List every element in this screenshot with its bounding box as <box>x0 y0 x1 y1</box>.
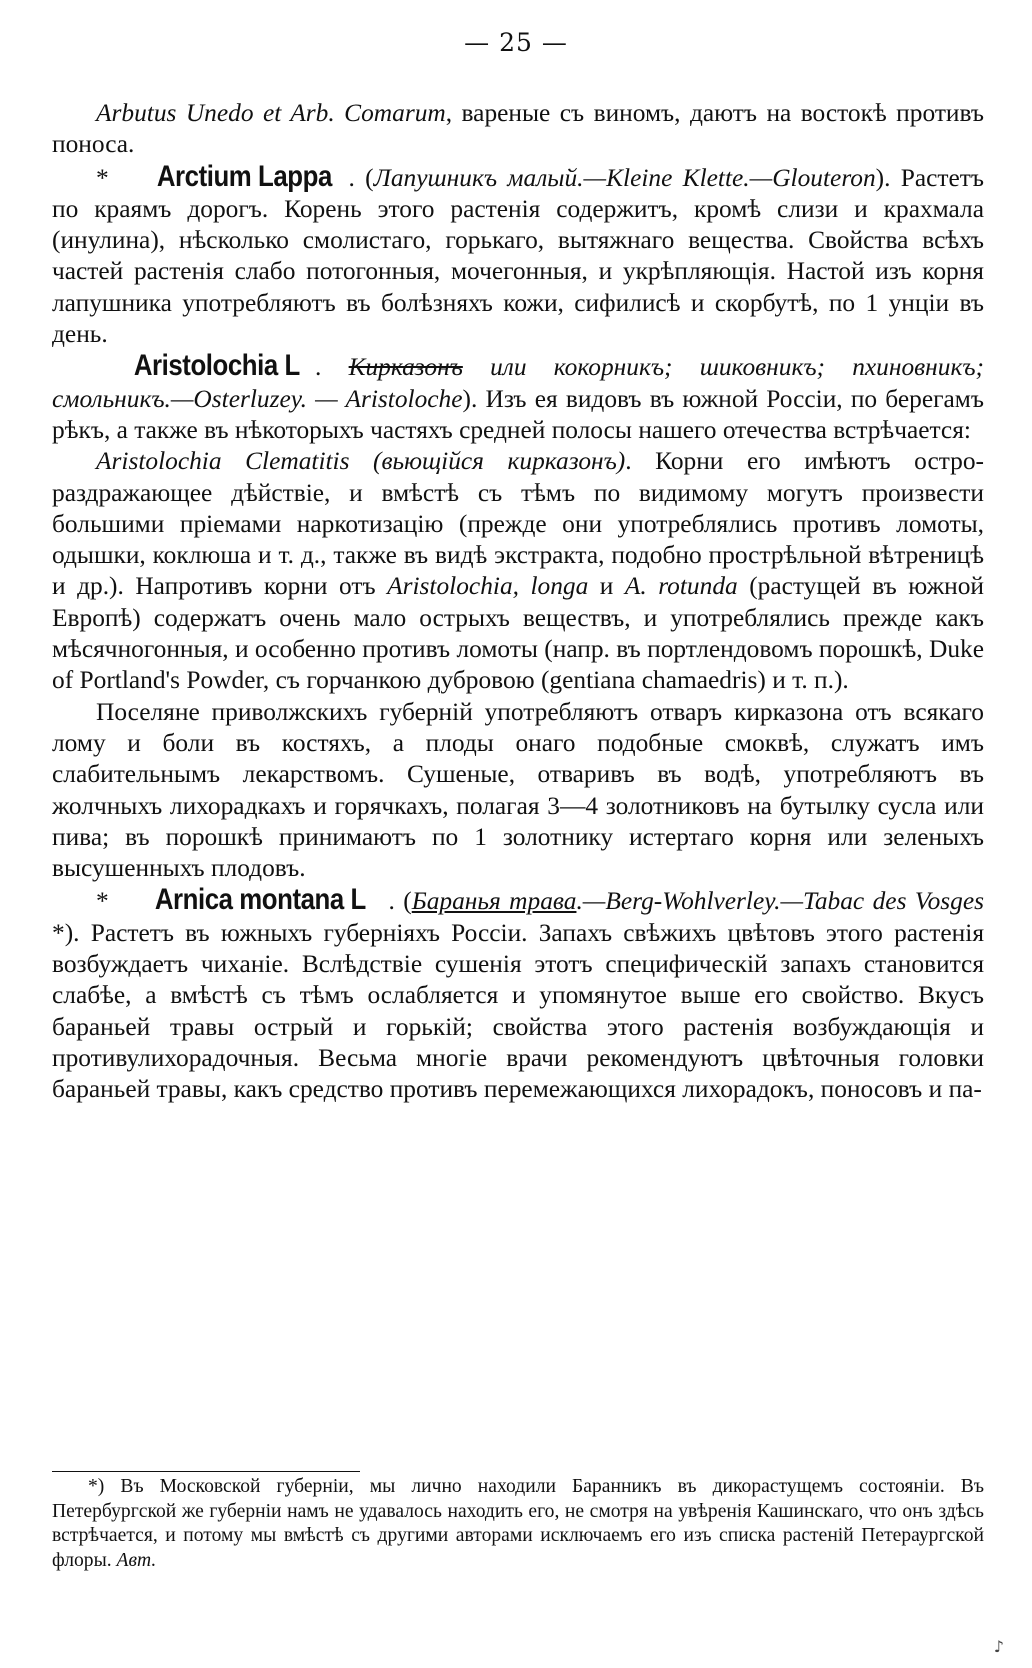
asterisk-marker: * <box>96 163 119 192</box>
page-body <box>52 98 984 1106</box>
separator: . ( <box>388 887 412 916</box>
species-name: Aristolochia Clematitis (вьющійся кирказонъ) <box>96 447 626 476</box>
paragraph-text: Поселяне приволжскихъ губерній употребляютъ отваръ кирказона отъ всякаго лому и боли въ костяхъ, а плоды онаго подобные смоквѣ, служатъ имъ слабительнымъ лекарствомъ. Сушеные, отваривъ въ водѣ, употребляютъ въ жолчныхъ лихорадкахъ и горячкахъ, полагая 3—4 золотниковъ на бутылку сусла или пива; въ порошкѣ принимаютъ по 1 золотнику истертаго корня или зеленыхъ высушенныхъ плодовъ. <box>52 697 984 883</box>
paragraph-arbutus <box>52 98 984 161</box>
paragraph-aristolochia-clematitis <box>52 446 984 696</box>
footnote <box>52 1475 984 1573</box>
struck-synonym: Кирказонъ <box>348 353 463 382</box>
paragraph-text: . Корни его имѣютъ остро-раздражающее дѣйствіе, и вмѣстѣ съ тѣмъ по видимому могутъ произвести большими пріемами наркотизацію (прежде они употреблялись противъ ломоты, одышки, коклюша и т. д., также въ видѣ экстракта, подобно прострѣльной вѣтреницѣ и др.). Напротивъ корни отъ <box>52 447 984 601</box>
footnote-author: Авт. <box>116 1549 157 1571</box>
headword: Aristolochia L <box>133 349 300 383</box>
entry-arnica-montana <box>52 884 984 1105</box>
footnote-divider <box>52 1471 360 1472</box>
headword: Arctium Lappa <box>156 159 332 193</box>
conjunction: и <box>588 572 625 601</box>
entry-text: ). Растетъ по краямъ дорогъ. Корень этого растенія содержитъ, кромѣ слизи и крахмала (инулина), нѣсколько смолистаго, горькаго, вытяжнаго вещества. Свойства всѣхъ частей растенія слабо потогонныя, мочегонныя, и укрѣпляющія. Настой изъ корня лапушника употребляютъ въ болѣзняхъ кожи, сифилисѣ и скорбутѣ, по 1 унціи въ день. <box>52 163 985 349</box>
synonyms: .—Berg-Wohlverley.—Tabac des Vosges <box>576 887 984 916</box>
page-number: — 25 — <box>464 28 568 57</box>
paragraph-peasant-use <box>52 697 984 885</box>
headword: Arnica montana L <box>154 883 366 917</box>
footnote-paragraph <box>52 1475 984 1573</box>
paragraph-text: (растущей въ южной Европѣ) содержатъ очень мало острыхъ веществъ, и употреблялись прежде какъ мѣсячногонныя, и особенно противъ ломоты (напр. въ портлендовомъ порошкѣ, Duke of Portland's Powder, съ горчанкою дубровою (gentiana chamaedris) и т. п.). <box>52 572 984 695</box>
separator: . ( <box>348 163 374 192</box>
entry-aristolochia <box>52 350 984 446</box>
paragraph-text: , вареные съ виномъ, даютъ на востокѣ противъ поноса. <box>52 99 984 159</box>
entry-text: ). Изъ ея видовъ въ южной Россіи, по берегамъ рѣкъ, а также въ нѣкоторыхъ частяхъ средней полосы нашего отечества встрѣчается: <box>52 384 984 444</box>
asterisk-marker: * <box>96 887 118 916</box>
margin-mark: ♪ <box>993 1637 1004 1656</box>
entry-arctium-lappa <box>52 161 984 351</box>
latin-name: Arbutus Unedo et Arb. Comarum <box>96 99 446 127</box>
footnote-text: Въ Московской губерніи, мы лично находили Баранникъ въ дикорастущемъ состояніи. Въ Петербургской же губерніи намъ не удавалось находить его, не смотря на увѣренія Кашинскаго, что онъ здѣсь встрѣчается, и потому мы вмѣстѣ съ другими авторами исключаемъ его изъ списка растеній Петераургской флоры. <box>52 1476 984 1571</box>
synonyms: Лапушникъ малый.—Kleine Klette.—Glouteron <box>373 163 876 192</box>
underlined-synonym: Баранья трава <box>411 887 577 916</box>
species-name: A. rotunda <box>624 572 738 601</box>
entry-text: *). Растетъ въ южныхъ губерніяхъ Россіи. Запахъ свѣжихъ цвѣтовъ этого растенія возбуждаетъ чиханіе. Вслѣдствіе сушенія этотъ специфическій запахъ становится слабѣе, а вмѣстѣ съ тѣмъ ослабляется и упомянутое выше его свойство. Вкусъ бараньей травы острый и горькій; свойства этого растенія возбуждающія и противулихорадочныя. Весьма многіе врачи рекомендуютъ цвѣточныя головки бараньей травы, какъ средство противъ перемежающихся лихорадокъ, поносовъ и па- <box>52 918 984 1104</box>
synonyms: или кокорникъ; шиковникъ; пхиновникъ; смольникъ.—Osterluzey. — Aristoloche <box>52 353 984 413</box>
separator: . <box>315 353 349 382</box>
species-name: Aristolochia, longa <box>387 572 589 601</box>
footnote-marker: *) <box>88 1476 121 1497</box>
